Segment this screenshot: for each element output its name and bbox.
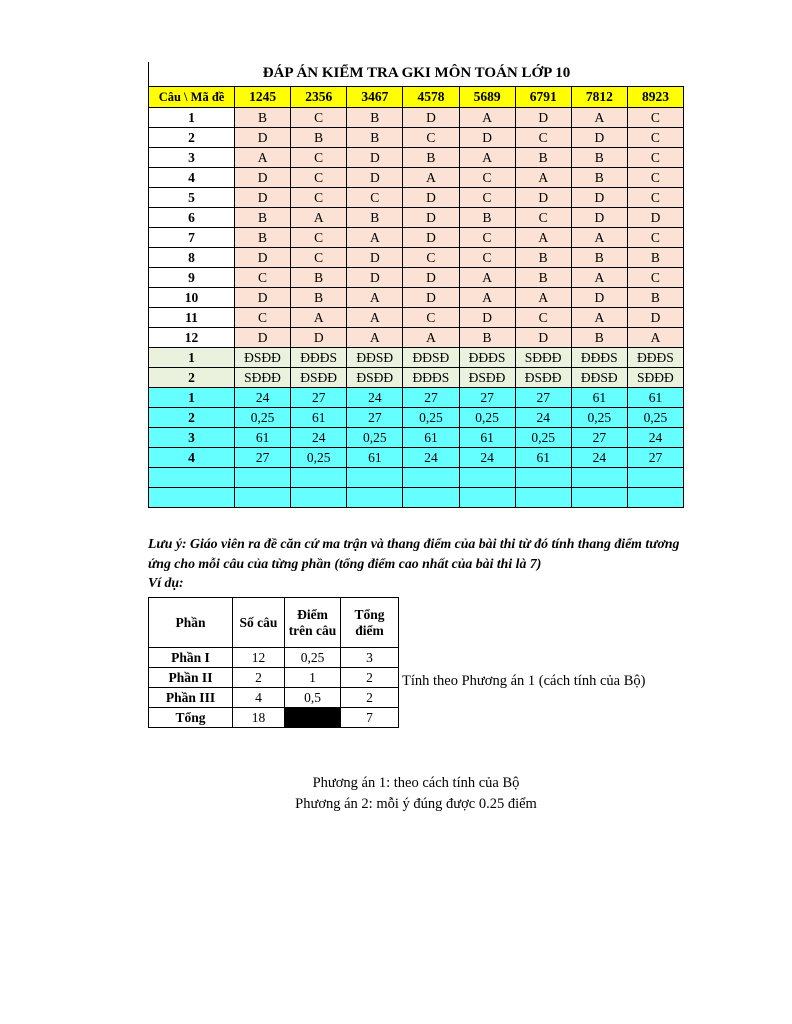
value-cell: B	[347, 208, 403, 228]
value-cell	[515, 488, 571, 508]
value-cell: C	[459, 168, 515, 188]
row-label-cell: 3	[149, 148, 235, 168]
value-cell: B	[627, 288, 683, 308]
value-cell: ĐSĐĐ	[515, 368, 571, 388]
value-cell: B	[291, 128, 347, 148]
score-table-header-row	[149, 598, 399, 648]
row-label-cell: 1	[149, 388, 235, 408]
row-label-cell	[149, 488, 235, 508]
side-note: Tính theo Phương án 1 (cách tính của Bộ)	[402, 673, 646, 690]
row-label-cell: 9	[149, 268, 235, 288]
value-cell: A	[291, 308, 347, 328]
value-cell: C	[235, 308, 291, 328]
numeric-answer-section	[149, 388, 684, 468]
value-cell	[347, 468, 403, 488]
header-cell-code-2356: 2356	[291, 87, 347, 108]
value-cell: D	[515, 328, 571, 348]
table-row	[149, 388, 684, 408]
value-cell: 18	[233, 708, 285, 728]
value-cell: 61	[347, 448, 403, 468]
value-cell: D	[403, 108, 459, 128]
value-cell: C	[347, 188, 403, 208]
value-cell	[627, 468, 683, 488]
row-label-cell: 2	[149, 368, 235, 388]
table-row	[149, 348, 684, 368]
value-cell: C	[459, 228, 515, 248]
value-cell: ĐSĐĐ	[347, 368, 403, 388]
value-cell: C	[403, 128, 459, 148]
value-cell: B	[347, 108, 403, 128]
value-cell: D	[347, 268, 403, 288]
row-label-cell: 4	[149, 448, 235, 468]
value-cell: B	[235, 208, 291, 228]
value-cell: 0,5	[285, 688, 341, 708]
score-header-diem-tren-cau: Điểm trên câu	[285, 598, 341, 648]
value-cell: D	[571, 208, 627, 228]
value-cell: ĐSĐĐ	[291, 368, 347, 388]
value-cell	[347, 488, 403, 508]
value-cell: C	[459, 248, 515, 268]
table-row	[149, 188, 684, 208]
value-cell: 0,25	[347, 428, 403, 448]
header-cell-code-8923: 8923	[627, 87, 683, 108]
value-cell: A	[571, 308, 627, 328]
value-cell	[459, 468, 515, 488]
table-row	[149, 148, 684, 168]
score-block	[148, 597, 684, 747]
value-cell	[291, 468, 347, 488]
value-cell: 4	[233, 688, 285, 708]
value-cell: 0,25	[459, 408, 515, 428]
example-label: Ví dụ:	[148, 575, 184, 591]
value-cell: C	[291, 248, 347, 268]
header-cell-code-7812: 7812	[571, 87, 627, 108]
value-cell: 61	[235, 428, 291, 448]
value-cell	[403, 488, 459, 508]
table-row	[149, 468, 684, 488]
header-cell-code-4578: 4578	[403, 87, 459, 108]
value-cell: ĐĐSĐ	[347, 348, 403, 368]
row-label-cell: 10	[149, 288, 235, 308]
value-cell: 27	[403, 388, 459, 408]
value-cell: B	[459, 208, 515, 228]
value-cell: 61	[515, 448, 571, 468]
footer-line-2: Phương án 2: mỗi ý đúng được 0.25 điểm	[295, 796, 537, 813]
table-row	[149, 328, 684, 348]
value-cell: 61	[291, 408, 347, 428]
empty-section	[149, 468, 684, 508]
row-label-cell: 1	[149, 108, 235, 128]
value-cell: 27	[347, 408, 403, 428]
value-cell: C	[291, 148, 347, 168]
value-cell: 0,25	[571, 408, 627, 428]
table-row	[149, 308, 684, 328]
value-cell: D	[235, 188, 291, 208]
value-cell: 24	[459, 448, 515, 468]
value-cell: A	[627, 328, 683, 348]
value-cell: C	[403, 248, 459, 268]
value-cell: 24	[403, 448, 459, 468]
value-cell	[235, 468, 291, 488]
value-cell: B	[235, 228, 291, 248]
score-table-body	[149, 648, 399, 728]
value-cell: 0,25	[291, 448, 347, 468]
row-label-cell: 12	[149, 328, 235, 348]
value-cell: 0,25	[515, 428, 571, 448]
row-label-cell: Phần I	[149, 648, 233, 668]
value-cell: D	[347, 248, 403, 268]
value-cell: C	[627, 148, 683, 168]
value-cell: A	[571, 228, 627, 248]
header-cell-code-5689: 5689	[459, 87, 515, 108]
score-table-head	[149, 598, 399, 648]
table-row	[149, 208, 684, 228]
value-cell: 27	[627, 448, 683, 468]
value-cell: A	[291, 208, 347, 228]
value-cell	[291, 488, 347, 508]
value-cell: 1	[285, 668, 341, 688]
value-cell: D	[571, 288, 627, 308]
value-cell: B	[347, 128, 403, 148]
value-cell	[403, 468, 459, 488]
value-cell	[459, 488, 515, 508]
footer-line-1: Phương án 1: theo cách tính của Bộ	[312, 775, 520, 792]
value-cell: C	[291, 108, 347, 128]
footer-notes	[148, 773, 684, 815]
value-cell: D	[515, 188, 571, 208]
value-cell: D	[515, 108, 571, 128]
table-row	[149, 428, 684, 448]
note-paragraph: Lưu ý: Giáo viên ra đề căn cứ ma trận và thang điểm của bài thi từ đó tính thang điểm tương ứng cho mỗi câu của từng phần (tổng điểm cao nhất của bài thi là 7)	[148, 536, 680, 571]
table-row	[149, 108, 684, 128]
value-cell: A	[459, 288, 515, 308]
value-cell: A	[459, 108, 515, 128]
answer-key-table	[148, 86, 684, 508]
value-cell: D	[403, 188, 459, 208]
value-cell: 0,25	[235, 408, 291, 428]
answer-table-head	[149, 87, 684, 108]
score-header-phan: Phần	[149, 598, 233, 648]
value-cell: C	[627, 188, 683, 208]
value-cell: A	[403, 328, 459, 348]
value-cell: 0,25	[285, 648, 341, 668]
table-row	[149, 168, 684, 188]
value-cell: 12	[233, 648, 285, 668]
value-cell: C	[515, 308, 571, 328]
value-cell: 24	[291, 428, 347, 448]
score-header-tong-diem: Tổng điểm	[341, 598, 399, 648]
value-cell: D	[347, 168, 403, 188]
page-title: ĐÁP ÁN KIỂM TRA GKI MÔN TOÁN LỚP 10	[148, 62, 684, 86]
true-false-section	[149, 348, 684, 388]
multiple-choice-section	[149, 108, 684, 348]
value-cell: C	[459, 188, 515, 208]
row-label-cell: 8	[149, 248, 235, 268]
value-cell: D	[403, 208, 459, 228]
value-cell: C	[627, 128, 683, 148]
value-cell: A	[515, 168, 571, 188]
table-row	[149, 488, 684, 508]
value-cell: B	[291, 288, 347, 308]
value-cell: D	[403, 268, 459, 288]
header-cell-code-1245: 1245	[235, 87, 291, 108]
value-cell: D	[235, 328, 291, 348]
value-cell: 27	[459, 388, 515, 408]
table-row	[149, 288, 684, 308]
value-cell: B	[571, 328, 627, 348]
value-cell: B	[515, 248, 571, 268]
value-cell: 27	[515, 388, 571, 408]
value-cell: A	[403, 168, 459, 188]
value-cell: C	[515, 128, 571, 148]
value-cell	[235, 488, 291, 508]
table-row	[149, 128, 684, 148]
value-cell: 2	[341, 668, 399, 688]
header-cell-code-6791: 6791	[515, 87, 571, 108]
value-cell: 24	[235, 388, 291, 408]
value-cell: ĐSĐĐ	[235, 348, 291, 368]
value-cell: B	[571, 148, 627, 168]
value-cell: ĐĐĐS	[571, 348, 627, 368]
value-cell: 61	[571, 388, 627, 408]
value-cell: D	[347, 148, 403, 168]
value-cell: 0,25	[627, 408, 683, 428]
row-label-cell	[149, 468, 235, 488]
value-cell: 27	[235, 448, 291, 468]
header-cell-code-3467: 3467	[347, 87, 403, 108]
value-cell: 24	[571, 448, 627, 468]
value-cell: A	[347, 288, 403, 308]
value-cell: SĐĐĐ	[627, 368, 683, 388]
value-cell: D	[627, 208, 683, 228]
value-cell: B	[291, 268, 347, 288]
value-cell: A	[459, 148, 515, 168]
value-cell: B	[235, 108, 291, 128]
table-row	[149, 708, 399, 728]
value-cell: A	[347, 328, 403, 348]
value-cell: ĐSĐĐ	[459, 368, 515, 388]
table-row	[149, 228, 684, 248]
value-cell: B	[515, 148, 571, 168]
row-label-cell: 11	[149, 308, 235, 328]
value-cell: B	[627, 248, 683, 268]
table-row	[149, 368, 684, 388]
value-cell: D	[291, 328, 347, 348]
value-cell: 24	[627, 428, 683, 448]
answer-table-header-row	[149, 87, 684, 108]
value-cell: 7	[341, 708, 399, 728]
value-cell: ĐĐĐS	[403, 368, 459, 388]
value-cell: A	[515, 228, 571, 248]
value-cell	[627, 488, 683, 508]
value-cell: C	[627, 168, 683, 188]
value-cell: 61	[403, 428, 459, 448]
value-cell: C	[627, 268, 683, 288]
value-cell: A	[571, 108, 627, 128]
value-cell: ĐĐĐS	[459, 348, 515, 368]
table-row	[149, 448, 684, 468]
value-cell: C	[627, 228, 683, 248]
row-label-cell: Phần II	[149, 668, 233, 688]
row-label-cell: 5	[149, 188, 235, 208]
row-label-cell: 1	[149, 348, 235, 368]
value-cell: D	[571, 188, 627, 208]
value-cell: B	[515, 268, 571, 288]
value-cell: 61	[459, 428, 515, 448]
document-body	[148, 62, 684, 815]
value-cell: D	[403, 228, 459, 248]
table-row	[149, 688, 399, 708]
table-row	[149, 408, 684, 428]
value-cell: D	[235, 248, 291, 268]
value-cell: D	[235, 288, 291, 308]
score-header-so-cau: Số câu	[233, 598, 285, 648]
row-label-cell: 3	[149, 428, 235, 448]
value-cell: 2	[233, 668, 285, 688]
value-cell: 24	[515, 408, 571, 428]
value-cell: A	[235, 148, 291, 168]
value-cell: A	[347, 308, 403, 328]
row-label-cell: 4	[149, 168, 235, 188]
value-cell: D	[235, 168, 291, 188]
value-cell: 0,25	[403, 408, 459, 428]
value-cell: A	[459, 268, 515, 288]
table-row	[149, 648, 399, 668]
value-cell: C	[291, 228, 347, 248]
row-label-cell: 6	[149, 208, 235, 228]
value-cell: 27	[571, 428, 627, 448]
value-cell: ĐĐSĐ	[403, 348, 459, 368]
value-cell: A	[347, 228, 403, 248]
value-cell: B	[571, 248, 627, 268]
value-cell: A	[571, 268, 627, 288]
score-table	[148, 597, 399, 728]
value-cell: B	[459, 328, 515, 348]
value-cell: ĐĐĐS	[627, 348, 683, 368]
value-cell: 3	[341, 648, 399, 668]
value-cell: D	[571, 128, 627, 148]
value-cell: ĐĐSĐ	[571, 368, 627, 388]
value-cell: 61	[627, 388, 683, 408]
value-cell: 27	[291, 388, 347, 408]
row-label-cell: Phần III	[149, 688, 233, 708]
value-cell: 2	[341, 688, 399, 708]
value-cell	[285, 708, 341, 728]
value-cell: C	[403, 308, 459, 328]
value-cell: C	[627, 108, 683, 128]
row-label-cell: Tổng	[149, 708, 233, 728]
value-cell	[515, 468, 571, 488]
value-cell: C	[515, 208, 571, 228]
value-cell: D	[459, 128, 515, 148]
value-cell: C	[235, 268, 291, 288]
value-cell: B	[571, 168, 627, 188]
value-cell: C	[291, 168, 347, 188]
header-cell-cau-ma-de: Câu \ Mã đề	[149, 87, 235, 108]
table-row	[149, 248, 684, 268]
value-cell	[571, 468, 627, 488]
value-cell: D	[627, 308, 683, 328]
value-cell: A	[515, 288, 571, 308]
value-cell: SĐĐĐ	[235, 368, 291, 388]
value-cell: D	[459, 308, 515, 328]
value-cell: D	[403, 288, 459, 308]
value-cell: D	[235, 128, 291, 148]
table-row	[149, 668, 399, 688]
value-cell: B	[403, 148, 459, 168]
value-cell: SĐĐĐ	[515, 348, 571, 368]
row-label-cell: 2	[149, 408, 235, 428]
value-cell: ĐĐĐS	[291, 348, 347, 368]
value-cell: C	[291, 188, 347, 208]
row-label-cell: 7	[149, 228, 235, 248]
value-cell: 24	[347, 388, 403, 408]
value-cell	[571, 488, 627, 508]
table-row	[149, 268, 684, 288]
row-label-cell: 2	[149, 128, 235, 148]
